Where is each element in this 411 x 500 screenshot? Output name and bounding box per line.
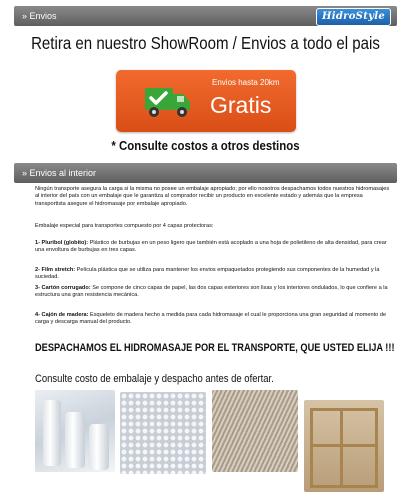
section-title: » Envios: [22, 11, 57, 21]
hidrostyle-logo: HidroStyle: [316, 8, 391, 26]
layer-text: Plástico de burbujas en un peso ligero que también está acoplado a una hoja de polietileno de alta densidad, para crear una envoltura de burbujas en tres capas.: [35, 240, 387, 254]
layers-intro: Embalaje especial para transportes compuesto por 4 capas protectoras:: [35, 223, 214, 229]
page-headline: Retira en nuestro ShowRoom / Envios a todo el pais: [31, 33, 380, 53]
corrugated-cardboard-photo: [212, 390, 298, 472]
layer-label: 3- Cartón corrugado:: [35, 285, 91, 291]
layer-item: [35, 267, 395, 282]
intro-paragraph: Ningún transporte asegura la carga si la misma no posee un embalaje apropiado; por ello nosotros despachamos todos nuestros hidromasajes al interior del país con un embalaje que le garantiza al comprador recibir un producto en excelente estado y además que la empresa transportista asegure el hidromasaje por embalaje apropiado.: [35, 186, 390, 207]
promo-small-text: Envios hasta 20km: [212, 78, 280, 87]
layer-item: [35, 312, 395, 327]
layer-item: [35, 240, 395, 255]
shipping-statement: DESPACHAMOS EL HIDROMASAJE POR EL TRANSPORTE, QUE USTED ELIJA !!!: [35, 342, 395, 354]
promo-big-text: Gratis: [210, 92, 272, 118]
layer-item: [35, 285, 395, 300]
layer-text: Película plástica que se utiliza para mantener los envios empaquetados protegiendo sus componentes de la humedad y la suciedad.: [35, 267, 380, 281]
interior-section-header: [14, 163, 397, 183]
plastic-rolls-photo: [35, 390, 115, 472]
free-shipping-banner: [116, 70, 296, 132]
wooden-crate-photo: [304, 400, 384, 492]
bubble-wrap-photo: [120, 392, 206, 474]
consult-other-destinations: * Consulte costos a otros destinos: [111, 138, 300, 153]
layer-text: Esqueleto de madera hecho a medida para cada hidromasaje el cual le proporciona una gran seguridad al momento de carga y descarga manual del producto.: [35, 312, 387, 326]
layer-label: 1- Pluribol (globito):: [35, 240, 89, 246]
cost-inquiry-line: Consulte costo de embalaje y despacho antes de ofertar.: [35, 373, 274, 385]
layer-text: Se compone de cinco capas de papel, las dos capas exteriores son lisas y los interiores ondulados, lo que confiere a la estructura una gran resistencia mecánica.: [35, 285, 388, 299]
layer-label: 4- Cajón de madera:: [35, 312, 89, 318]
layer-label: 2- Film stretch:: [35, 267, 76, 273]
delivery-truck-check-icon: [144, 84, 192, 120]
section-title: » Envios al interior: [22, 168, 97, 178]
envios-section-header: [14, 6, 397, 26]
